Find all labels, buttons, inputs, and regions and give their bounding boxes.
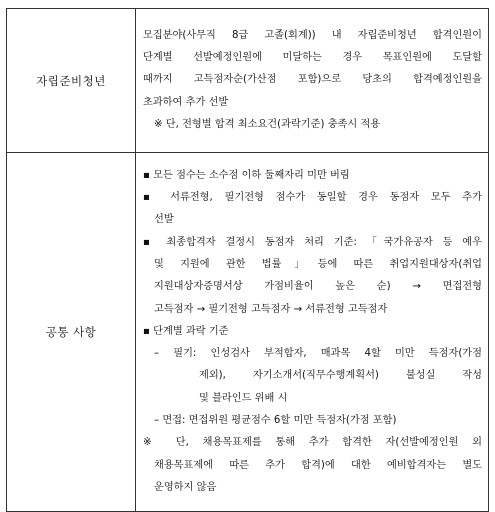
row-header: 공통 사항 <box>7 153 136 512</box>
bullet-line: ▪ 서류전형, 필기전형 점수가 동일할 경우 동점자 모두 추가 <box>143 192 482 204</box>
content-line: 때까지 고득점자순(가산점 포함)으로 당초의 합격예정인원을 <box>143 74 482 86</box>
sub-item-line: – 면접: 면접위원 평균점수 6할 미만 득점자(가점 포함) <box>154 415 397 427</box>
content-line: 운영하지 않음 <box>154 481 217 493</box>
content-line: 채용목표제에 따른 추가 합격)에 대한 예비합격자는 별도 <box>154 459 482 471</box>
content-line: 지원대상자증명서상 가점비율이 높은 순) → 면접전형 <box>154 281 482 293</box>
row-content <box>136 9 489 153</box>
content-line: 초과하여 추가 선발 <box>143 96 229 108</box>
row-content <box>136 153 489 512</box>
policy-table <box>6 8 489 512</box>
note-line: ※ 단, 전형별 합격 최소요건(과락기준) 충족시 적용 <box>154 118 381 130</box>
bullet-line: ▪ 단계별 과락 기준 <box>143 325 229 337</box>
content-line: 및 지원에 관한 법률」등에 따른 취업지원대상자(취업 <box>154 258 482 270</box>
sub-item-line: – 필기: 인성검사 부적합자, 매과목 4할 미만 득점자(가점 <box>154 348 482 360</box>
table-row-common-matters <box>7 153 489 512</box>
table-row-independence-youth <box>7 9 489 153</box>
content-line: 모집분야(사무직 8급 고졸(회계)) 내 자립준비청년 합격인원이 <box>143 29 482 41</box>
bullet-line: ▪ 최종합격자 결정시 동점자 처리 기준: 「국가유공자 등 예우 <box>143 236 482 248</box>
content-line: 제외), 자기소개서(직무수행계획서) 불성실 작성 <box>199 370 482 382</box>
content-line: 및 블라인드 위배 시 <box>199 392 288 404</box>
content-line: 고득점자 → 필기전형 고득점자 → 서류전형 고득점자 <box>154 303 388 315</box>
content-line: 단계별 선발예정인원에 미달하는 경우 목표인원에 도달할 <box>143 52 482 64</box>
content-line: 선발 <box>154 214 174 226</box>
row-header: 자립준비청년 <box>7 9 136 153</box>
bullet-line: ▪ 모든 점수는 소수점 이하 둘째자리 미만 버림 <box>143 169 350 181</box>
note-line: ※ 단, 채용목표제를 통해 추가 합격한 자(선발예정인원 외 <box>143 437 482 449</box>
